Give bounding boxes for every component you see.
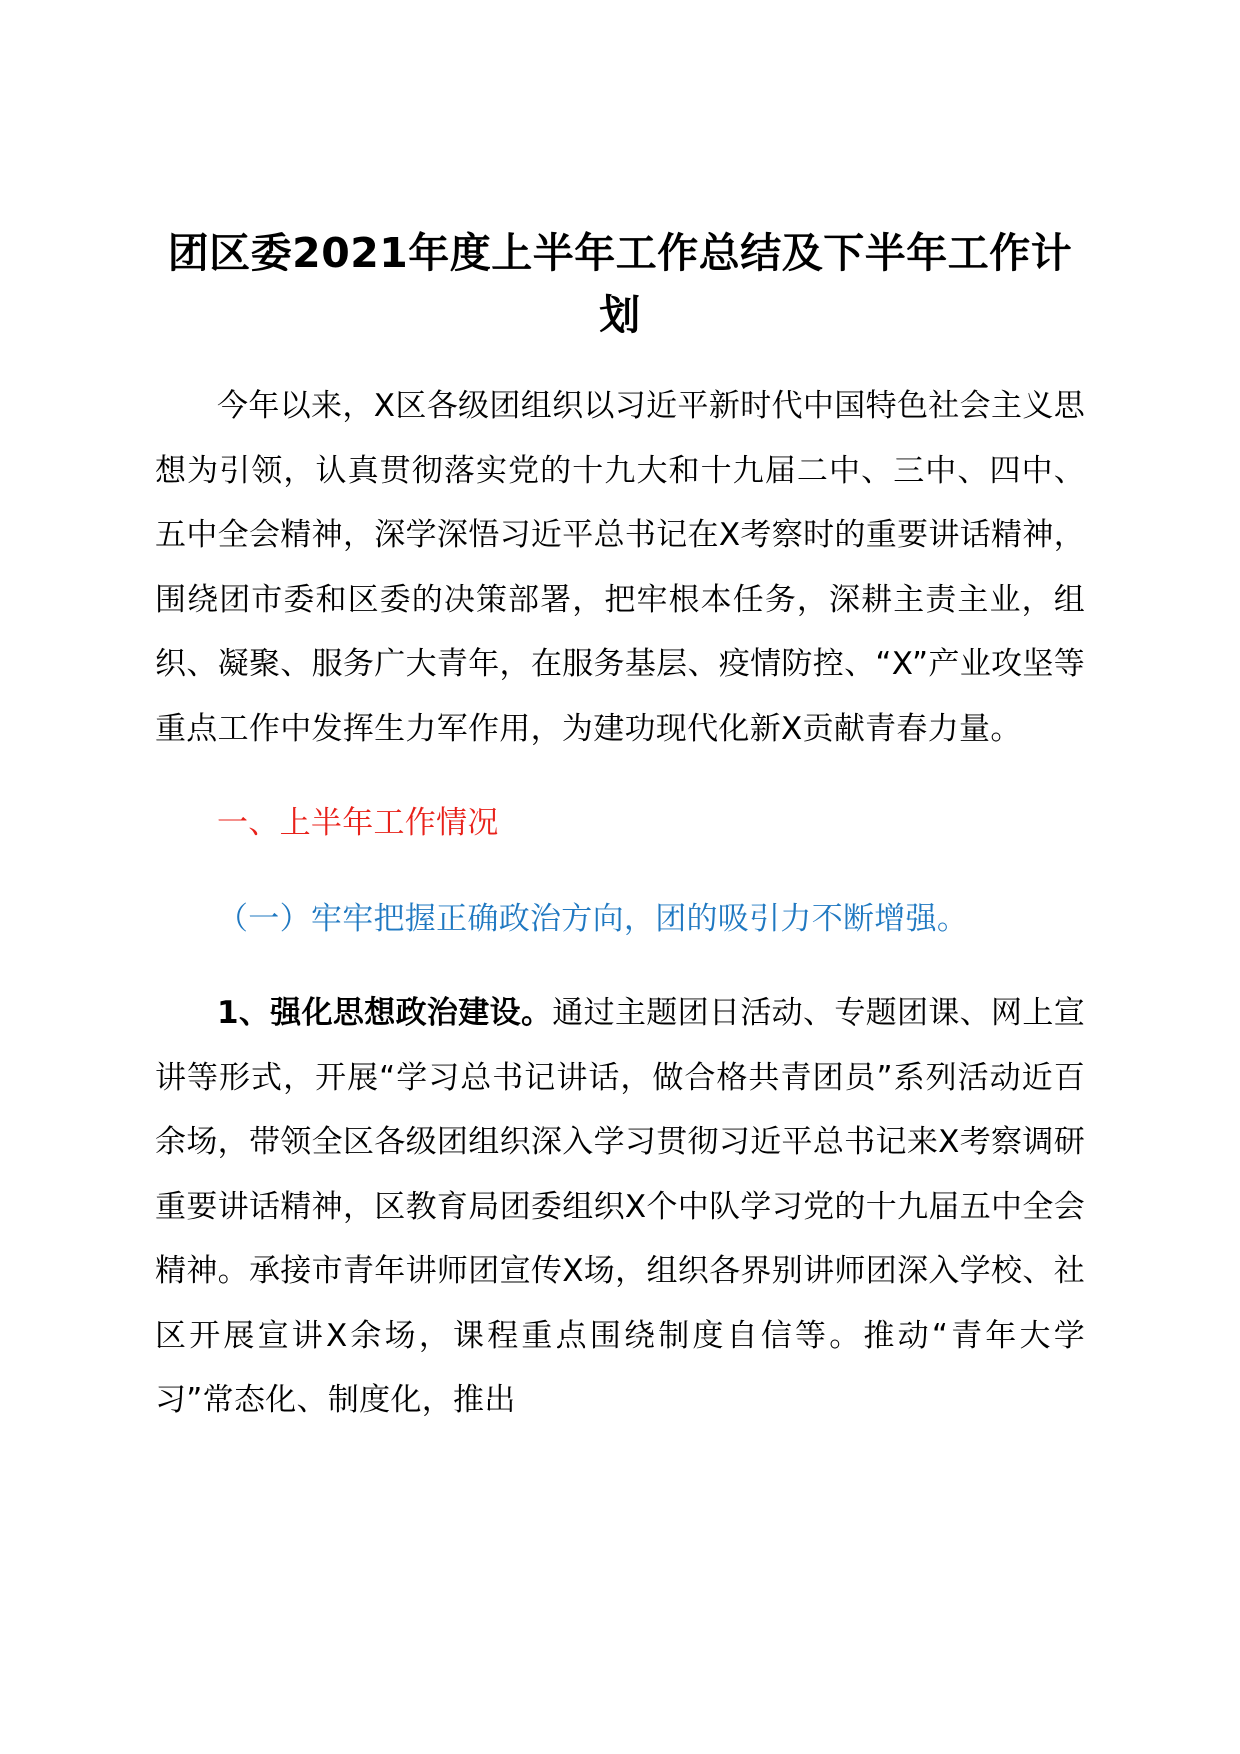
subsection-heading: （一）牢牢把握正确政治方向，团的吸引力不断增强。	[217, 901, 969, 937]
document-title: 团区委2021年度上半年工作总结及下半年工作计划	[167, 229, 1073, 339]
item-body: 通过主题团日活动、专题团课、网上宣讲等形式，开展“学习总书记讲话，做合格共青团员”系列活动近百余场，带领全区各级团组织深入学习贯彻习近平总书记来X考察调研重要讲话精神，区教育局团委组织X个中队学习党的十九届五中全会精神。承接市青年讲师团宣传X场，组织各界别讲师团深入学校、社区开展宣讲X余场，课程重点围绕制度自信等。推动“青年大学习”常态化、制度化，推出	[155, 995, 1085, 1418]
document-page	[155, 222, 1085, 1433]
section-heading: 一、上半年工作情况	[217, 805, 499, 841]
item-lead: 1、强化思想政治建设。	[217, 995, 553, 1031]
item-paragraph	[155, 981, 1085, 1433]
intro-paragraph: 今年以来，X区各级团组织以习近平新时代中国特色社会主义思想为引领，认真贯彻落实党的十九大和十九届二中、三中、四中、五中全会精神，深学深悟习近平总书记在X考察时的重要讲话精神，围绕团市委和区委的决策部署，把牢根本任务，深耕主责主业，组织、凝聚、服务广大青年，在服务基层、疫情防控、“X”产业攻坚等重点工作中发挥生力军作用，为建功现代化新X贡献青春力量。	[155, 388, 1085, 747]
